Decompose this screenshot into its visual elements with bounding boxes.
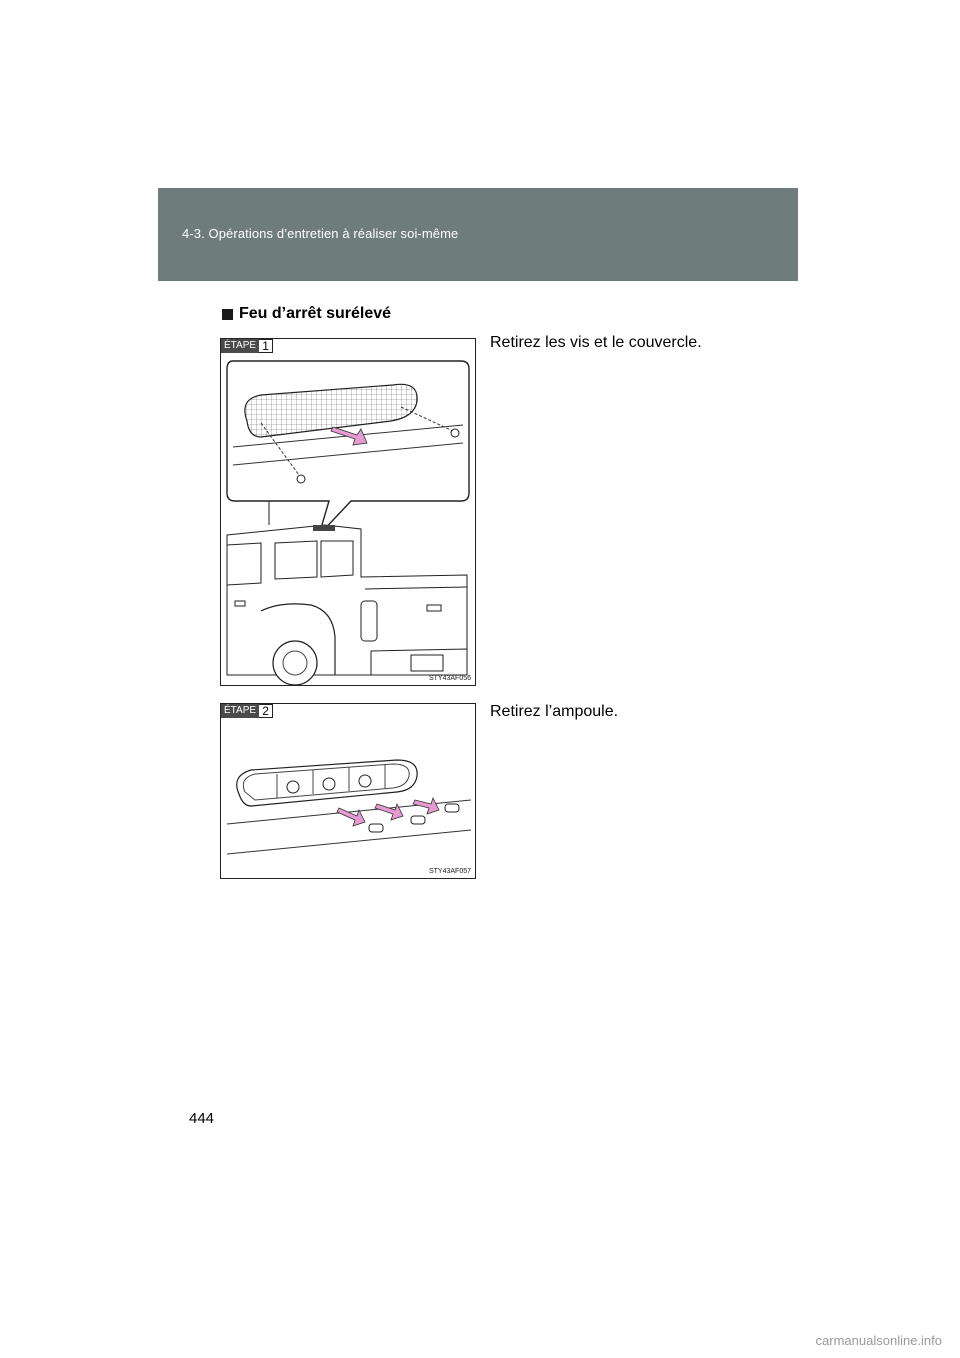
step1-badge-number: 1 bbox=[259, 339, 273, 353]
step2-figure-code: STY43AF057 bbox=[428, 868, 471, 875]
step1-instruction: Retirez les vis et le couvercle. bbox=[490, 334, 702, 351]
step1-badge bbox=[221, 339, 273, 353]
page-number: 444 bbox=[189, 1110, 215, 1127]
step2-badge bbox=[221, 704, 273, 718]
chapter-title: 4-3. Opérations d’entretien à réaliser soi-même bbox=[182, 226, 459, 241]
bulb-removal-illustration bbox=[221, 704, 475, 878]
step1-badge-word: ÉTAPE bbox=[221, 339, 259, 353]
section-title bbox=[222, 305, 391, 323]
step2-instruction: Retirez l’ampoule. bbox=[490, 703, 619, 720]
step2-badge-word: ÉTAPE bbox=[221, 704, 259, 718]
step1-figure bbox=[220, 338, 476, 686]
chapter-header-band bbox=[158, 188, 798, 281]
square-bullet-icon bbox=[222, 309, 233, 320]
watermark: carmanualsonline.info bbox=[815, 1333, 942, 1348]
step2-badge-number: 2 bbox=[259, 704, 273, 718]
section-title-text: Feu d’arrêt surélevé bbox=[239, 305, 392, 322]
step2-figure bbox=[220, 703, 476, 879]
truck-brake-light-illustration bbox=[221, 339, 475, 685]
step1-figure-code: STY43AF056 bbox=[428, 675, 471, 682]
